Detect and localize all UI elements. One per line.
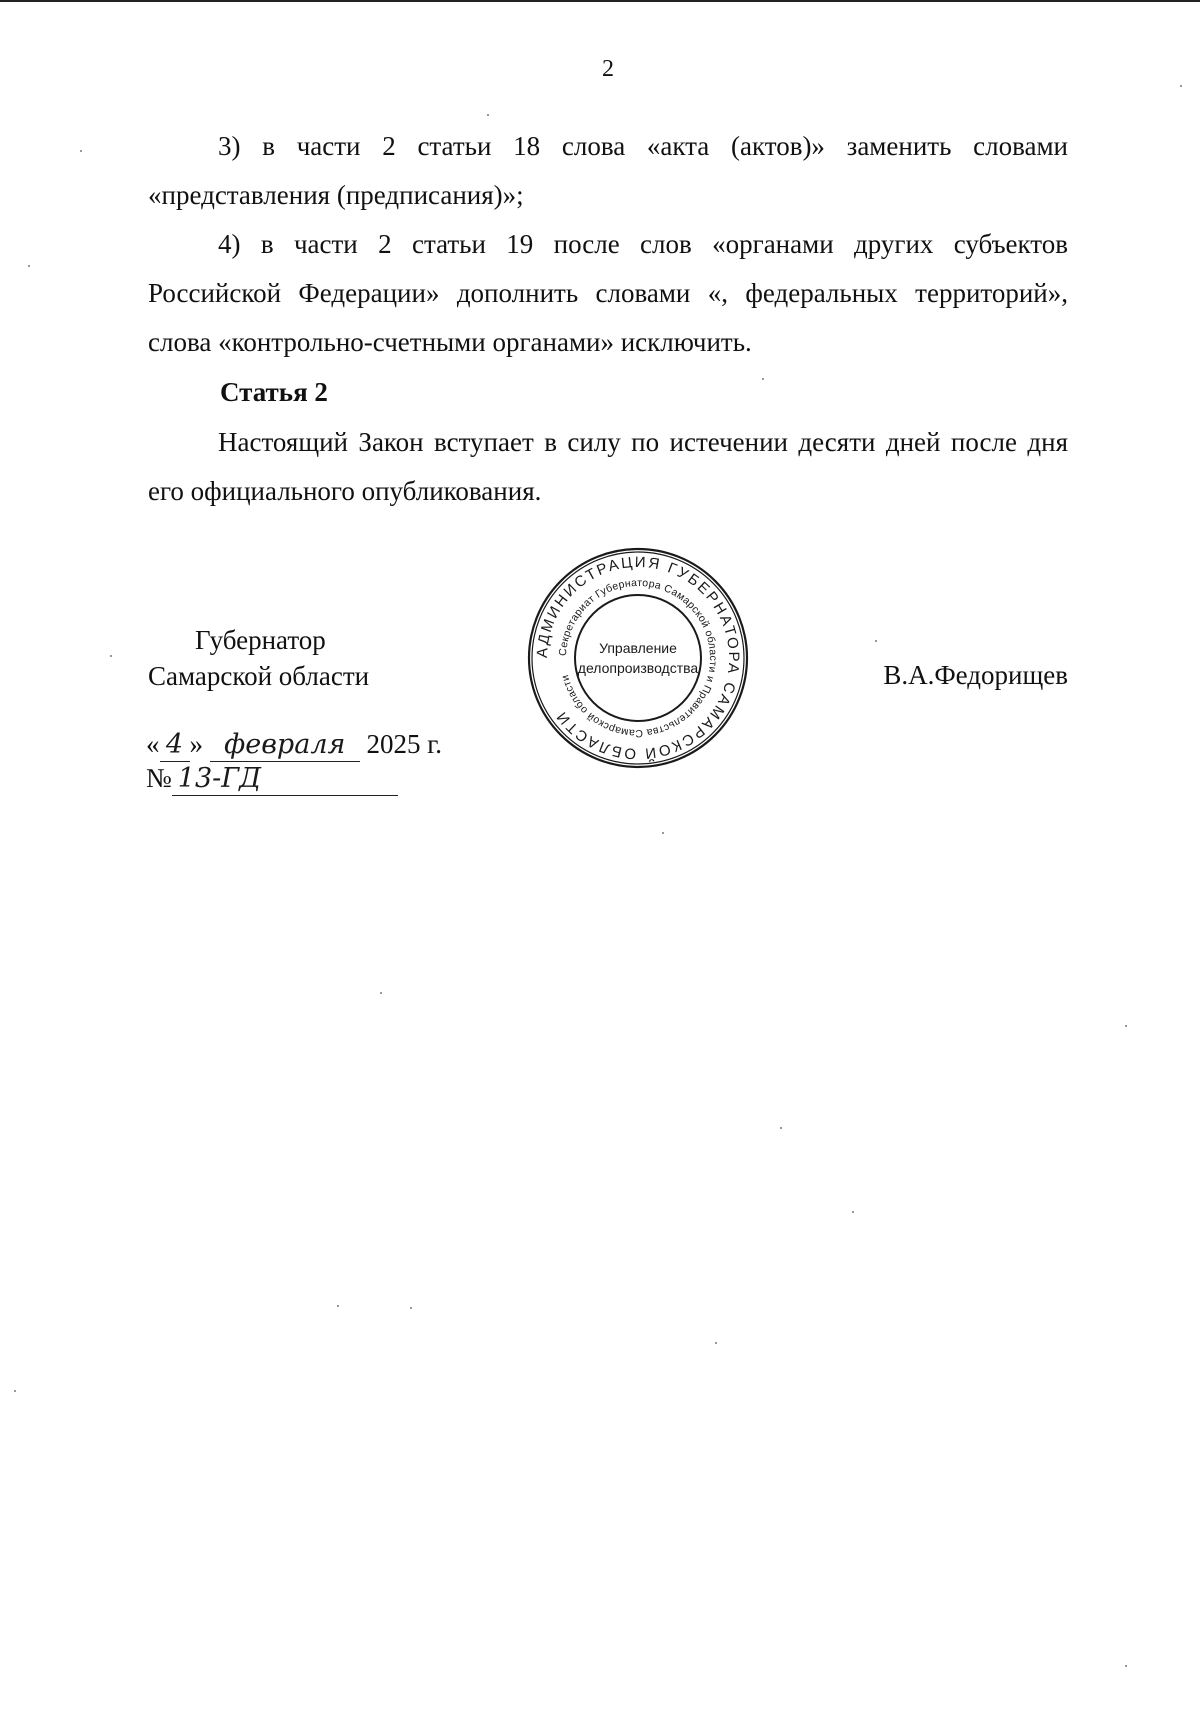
scan-speck [14,1390,16,1392]
scan-speck [715,1342,717,1344]
document-number-handwritten: 13-ГД [172,763,398,796]
signatory-name: В.А.Федорищев [883,660,1068,690]
stamp-inner-text: Секретариат Губернатора Самарской области и Правительства Самарской области [556,576,720,740]
date-year: 2025 г. [366,729,443,759]
scan-speck [1125,1665,1127,1667]
date-open-quote: « [146,729,160,759]
page-number: 2 [602,56,614,82]
official-seal-stamp [525,545,751,771]
scan-speck [487,114,489,116]
scan-speck [410,1307,412,1309]
stamp-outer-text: АДМИНИСТРАЦИЯ ГУБЕРНАТОРА САМАРСКОЙ ОБЛАСТИ [533,553,743,763]
date-month-handwritten: февраля [210,729,360,762]
date-day-handwritten: 4 [160,729,190,762]
date-line [146,728,442,762]
paragraph-item-4 [148,220,1068,367]
scan-speck [337,1305,339,1307]
number-prefix: № [146,763,172,793]
scan-speck [1180,85,1182,87]
scan-speck [662,832,664,834]
paragraph-item-3-text: 3) в части 2 статьи 18 слова «акта (актов)» заменить словами «представления (предписания)»; [148,131,1068,210]
date-close-quote: » [189,729,203,759]
scan-speck [380,992,382,994]
scan-speck [762,378,764,380]
stamp-center-line-2: делопроизводства [577,660,699,676]
scan-speck [110,655,112,657]
paragraph-item-3 [148,122,1068,220]
scan-speck [80,150,82,152]
paragraph-article-2-text: Настоящий Закон вступает в силу по истечении десяти дней после дня его официального опубликования. [148,427,1068,506]
paragraph-article-2 [148,418,1068,516]
paragraph-item-4-text: 4) в части 2 статьи 19 после слов «органами других субъектов Российской Федерации» дополнить словами «, федеральных территорий», слова «контрольно-счетными органами» исключить. [148,229,1068,357]
article-2-heading: Статья 2 [220,377,328,407]
top-border-line [0,0,1200,2]
scan-speck [1125,1025,1127,1027]
signatory-title-line-2: Самарской области [148,661,370,691]
stamp-center-line-1: Управление [599,640,677,656]
scan-speck [780,1127,782,1129]
signatory-title [148,622,369,694]
number-line [146,762,398,796]
signatory-title-line-1: Губернатор [195,625,326,655]
scan-speck [28,265,30,267]
scan-speck [852,1211,854,1213]
scan-speck [875,640,877,642]
